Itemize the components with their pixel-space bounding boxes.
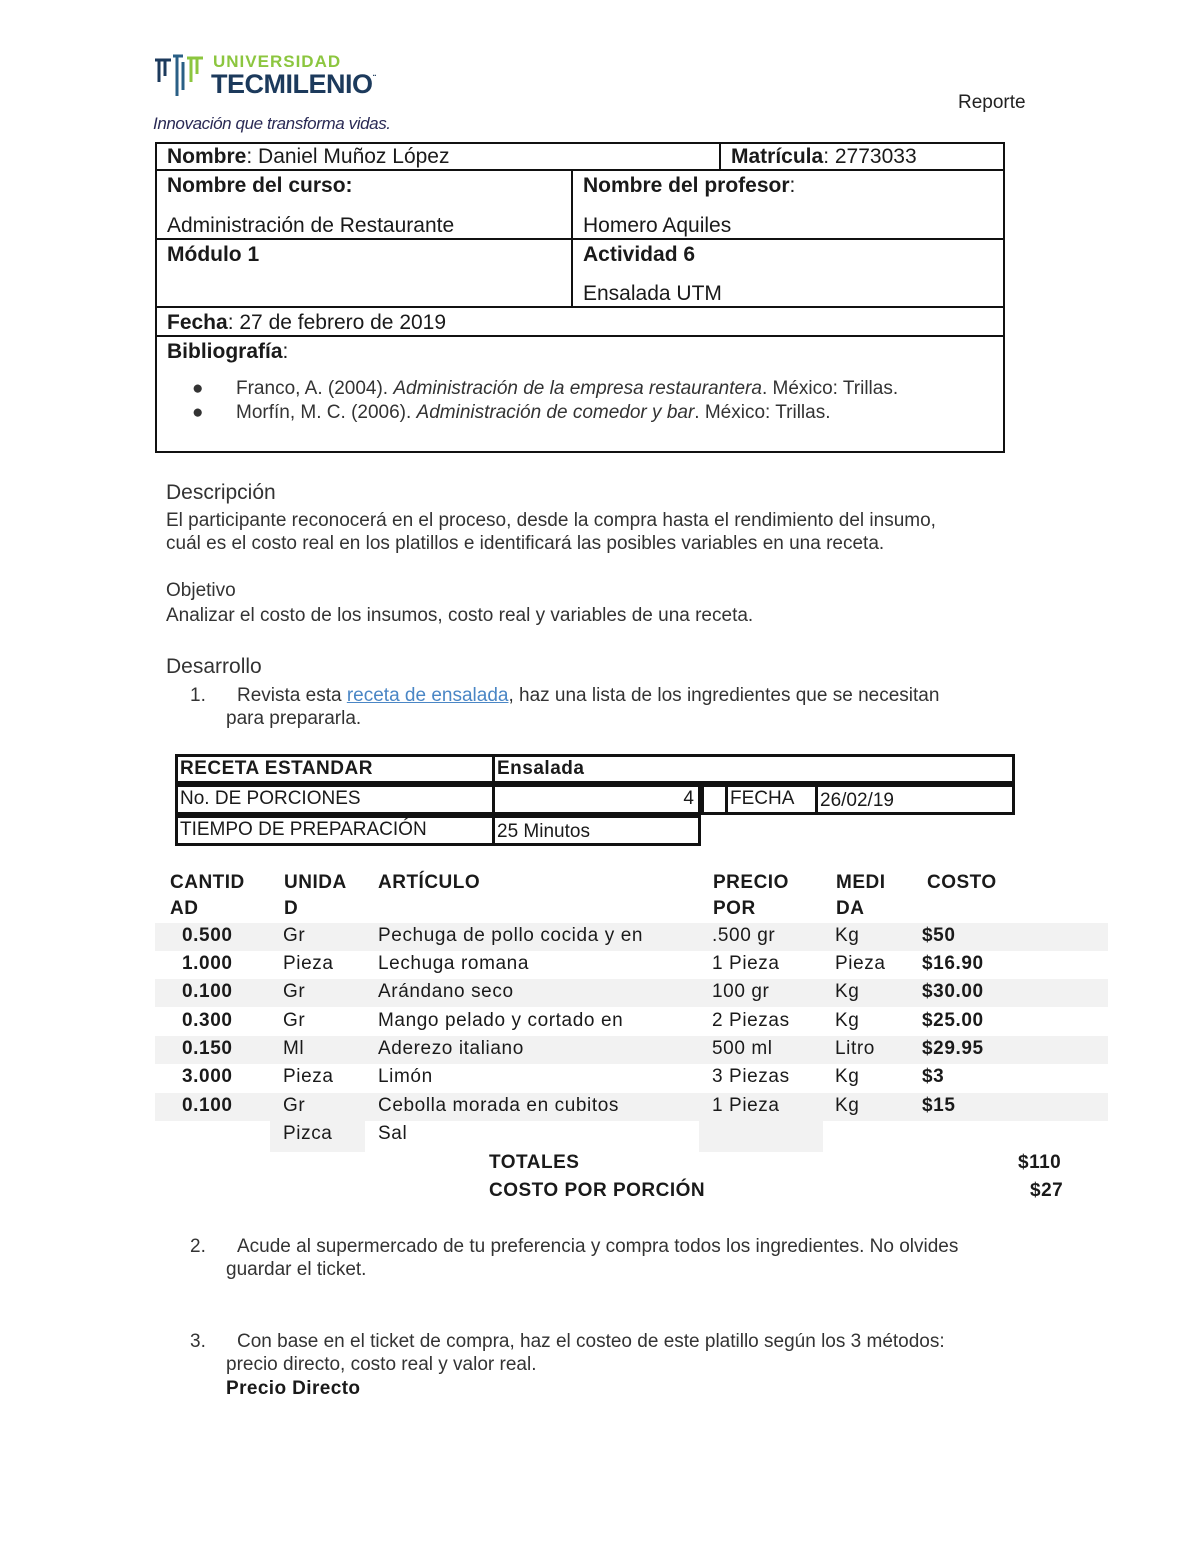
receta-name: Ensalada [492,754,1015,784]
actividad-value: Ensalada UTM [583,282,722,305]
bibliography-list [190,377,898,425]
descripcion-heading: Descripción [166,481,276,504]
table-row: 1.000 Pieza Lechuga romana 1 Pieza Pieza $16.90 [182,953,984,974]
nombre-field: Nombre: Daniel Muñoz López [167,145,450,168]
porciones-value: 4 [492,784,701,815]
step-number: 3. [190,1331,206,1352]
totales-value: $110 [1018,1152,1062,1173]
col-header-articulo: ARTÍCULO [378,872,481,893]
actividad-label: Actividad 6 [583,243,696,266]
costo-porcion-value: $27 [1030,1180,1064,1201]
spacer-box [701,784,728,815]
step-2-line1: Acude al supermercado de tu preferencia y compra todos los ingredientes. No olvides [237,1236,959,1257]
receta-label: RECETA ESTANDAR [175,754,495,784]
step-2-line2: guardar el ticket. [226,1259,367,1280]
table-row: 3.000 Pieza Limón 3 Piezas Kg $3 [182,1066,945,1087]
divider [155,169,1005,171]
bibliography-item: ● Franco, A. (2004). Administración de la empresa restaurantera. México: Trillas. [192,378,899,399]
fecha-value-box: 26/02/19 [815,784,1015,815]
totales-label: TOTALES [489,1152,580,1173]
descripcion-line: cuál es el costo real en los platillos e identificará las posibles variables en una receta. [166,533,885,554]
step-1-line2: para prepararla. [226,708,362,729]
tiempo-value: 25 Minutos [492,815,701,846]
step-1-text: Revista esta receta de ensalada, haz una lista de los ingredientes que se necesitan [237,685,940,706]
porciones-label: No. DE PORCIONES [175,784,495,815]
university-logo [153,50,413,136]
profesor-value: Homero Aquiles [583,214,732,237]
logo-universidad: UNIVERSIDAD [213,52,342,71]
col-header-unidad: UNIDA D [284,872,347,919]
tiempo-label: TIEMPO DE PREPARACIÓN [175,815,495,846]
table-row: 0.100 Gr Arándano seco 100 gr Kg $30.00 [155,979,1108,1007]
fecha-field: Fecha: 27 de febrero de 2019 [167,311,447,334]
col-header-medida: MEDI DA [836,872,886,919]
objetivo-text: Analizar el costo de los insumos, costo real y variables de una receta. [166,605,754,626]
recipe-link[interactable]: receta de ensalada [346,685,509,706]
fecha-label-box: FECHA [725,784,818,815]
step-number: 1. [190,685,206,706]
table-row: 0.100 Gr Cebolla morada en cubitos 1 Pieza Kg $15 [155,1093,1108,1121]
matricula-field: Matrícula: 2773033 [731,145,917,168]
divider [155,335,1005,337]
report-label: Reporte [958,92,1026,113]
logo-tagline: Innovación que transforma vidas. [153,114,391,133]
descripcion-line: El participante reconocerá en el proceso, desde la compra hasta el rendimiento del insumo, [166,510,936,531]
bibliografia-label: Bibliografía: [167,340,289,363]
table-row: 0.300 Gr Mango pelado y cortado en 2 Piezas Kg $25.00 [182,1010,984,1031]
bibliography-item: ● Morfín, M. C. (2006). Administración de comedor y bar. México: Trillas. [192,402,831,423]
curso-value: Administración de Restaurante [167,214,455,237]
table-row: Pizca Sal [155,1121,1108,1149]
logo-mark-icon [153,52,209,102]
desarrollo-heading: Desarrollo [166,655,262,678]
col-header-cantidad: CANTID AD [170,872,245,919]
logo-tecmilenio: TECMILENIO.. [211,69,376,99]
step-3-line2: precio directo, costo real y valor real. [226,1354,537,1375]
table-row: 0.500 Gr Pechuga de pollo cocida y en .500 gr Kg $50 [155,923,1108,951]
divider [155,306,1005,308]
col-header-precio: PRECIO POR [713,872,789,919]
step-number: 2. [190,1236,206,1257]
step-3-line1: Con base en el ticket de compra, haz el costeo de este platillo según los 3 métodos: [237,1331,945,1352]
divider [155,238,1005,240]
profesor-label: Nombre del profesor: [583,174,796,197]
objetivo-heading: Objetivo [166,580,236,601]
costo-porcion-label: COSTO POR PORCIÓN [489,1180,706,1201]
precio-directo-heading: Precio Directo [226,1378,361,1399]
cell-shade [699,1121,823,1152]
curso-label: Nombre del curso: [167,174,353,197]
modulo-label: Módulo 1 [167,243,260,266]
table-row: 0.150 Ml Aderezo italiano 500 ml Litro $29.95 [155,1036,1108,1064]
col-header-costo: COSTO [927,872,997,893]
